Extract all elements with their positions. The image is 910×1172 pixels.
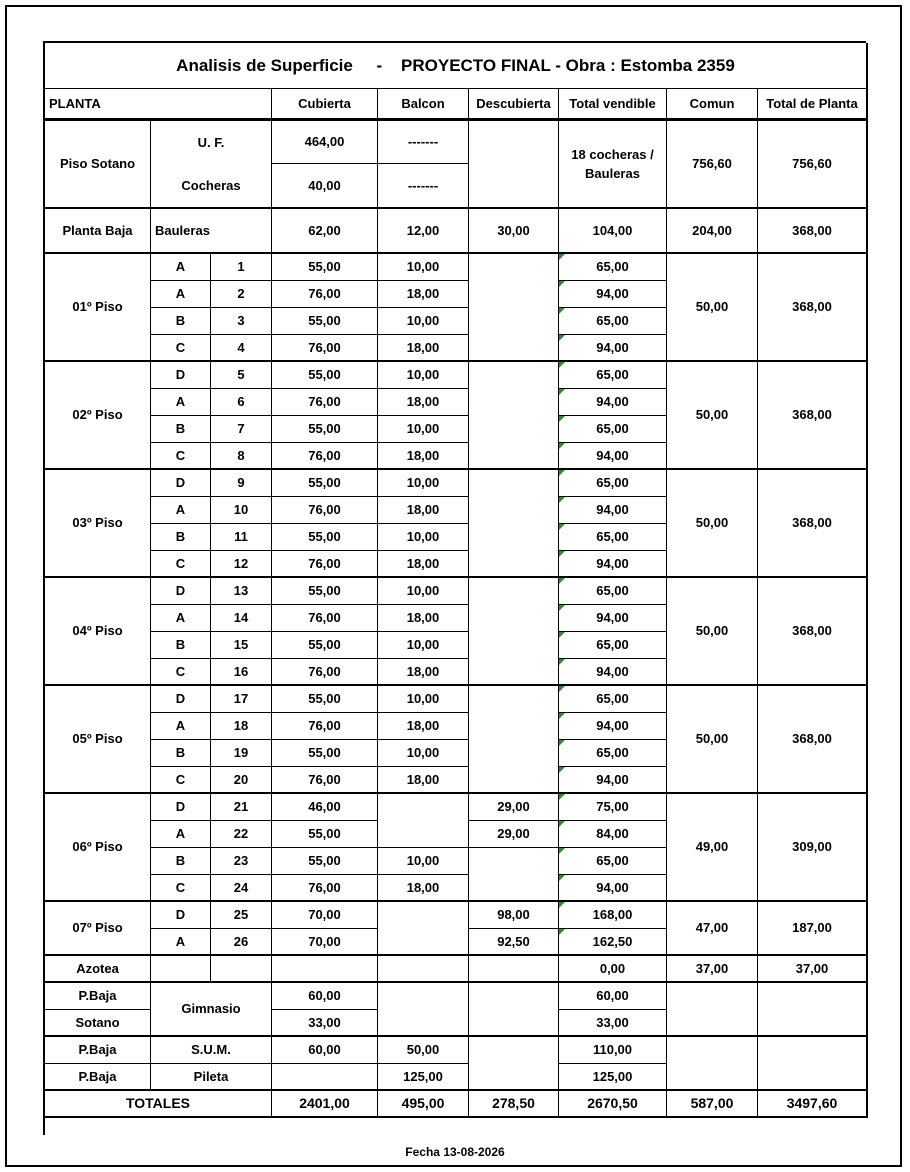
depto-letter: B <box>151 848 211 875</box>
amenity-cubierta <box>272 1064 378 1091</box>
planta-baja-total-vendible: 104,00 <box>559 209 667 254</box>
unidad-funcional: 10 <box>211 497 272 524</box>
balcon-value: 10,00 <box>378 632 469 659</box>
unidad-funcional: 21 <box>211 794 272 821</box>
descubierta-value <box>469 443 559 470</box>
descubierta-value <box>469 578 559 605</box>
header-planta: PLANTA <box>45 89 272 119</box>
amenity-balcon: 125,00 <box>378 1064 469 1091</box>
balcon-value: 10,00 <box>378 254 469 281</box>
depto-letter: B <box>151 416 211 443</box>
amenity-gimnasio-label: Gimnasio <box>151 983 272 1037</box>
unidad-funcional: 6 <box>211 389 272 416</box>
total-vendible-value: 94,00 <box>559 497 667 524</box>
totales-descubierta: 278,50 <box>469 1091 559 1118</box>
balcon-value: 18,00 <box>378 767 469 794</box>
sotano-total-vendible: 18 cocheras / Bauleras <box>559 119 667 209</box>
amenity-descubierta <box>469 983 559 1037</box>
cubierta-value: 76,00 <box>272 443 378 470</box>
depto-letter: C <box>151 767 211 794</box>
amenity-descubierta <box>469 1037 559 1091</box>
unidad-funcional: 2 <box>211 281 272 308</box>
depto-letter: B <box>151 308 211 335</box>
descubierta-value <box>469 632 559 659</box>
descubierta-value <box>469 551 559 578</box>
balcon-value <box>378 821 469 848</box>
amenity-balcon: 50,00 <box>378 1037 469 1064</box>
total-vendible-value: 94,00 <box>559 443 667 470</box>
sotano-uf-balcon: ------- <box>378 119 469 164</box>
amenity-planta: P.Baja <box>45 1064 151 1091</box>
cubierta-value: 76,00 <box>272 551 378 578</box>
balcon-value: 10,00 <box>378 416 469 443</box>
total-vendible-value: 162,50 <box>559 929 667 956</box>
descubierta-value: 98,00 <box>469 902 559 929</box>
descubierta-value <box>469 281 559 308</box>
depto-letter: A <box>151 254 211 281</box>
amenity-balcon <box>378 983 469 1037</box>
depto-letter: A <box>151 605 211 632</box>
balcon-value <box>378 794 469 821</box>
cubierta-value: 76,00 <box>272 335 378 362</box>
cubierta-value: 76,00 <box>272 389 378 416</box>
descubierta-value <box>469 470 559 497</box>
descubierta-value <box>469 308 559 335</box>
balcon-value: 10,00 <box>378 740 469 767</box>
cubierta-value: 76,00 <box>272 875 378 902</box>
table-title: Analisis de Superficie - PROYECTO FINAL - Obra : Estomba 2359 <box>45 43 868 89</box>
depto-letter: B <box>151 740 211 767</box>
cubierta-value: 55,00 <box>272 416 378 443</box>
descubierta-value <box>469 659 559 686</box>
balcon-value: 18,00 <box>378 713 469 740</box>
amenity-total-planta <box>758 983 868 1037</box>
balcon-value: 18,00 <box>378 605 469 632</box>
azotea-balcon <box>378 956 469 983</box>
cubierta-value: 55,00 <box>272 632 378 659</box>
depto-letter: D <box>151 578 211 605</box>
planta-baja-balcon: 12,00 <box>378 209 469 254</box>
unidad-funcional: 17 <box>211 686 272 713</box>
amenity-planta: Sotano <box>45 1010 151 1037</box>
totales-total-planta: 3497,60 <box>758 1091 868 1118</box>
cubierta-value: 55,00 <box>272 821 378 848</box>
depto-letter: A <box>151 713 211 740</box>
balcon-value: 18,00 <box>378 443 469 470</box>
amenity-name: Pileta <box>151 1064 272 1091</box>
depto-letter: B <box>151 524 211 551</box>
sotano-descubierta <box>469 119 559 209</box>
planta-baja-total-planta: 368,00 <box>758 209 868 254</box>
surface-table <box>43 41 866 1135</box>
unidad-funcional: 15 <box>211 632 272 659</box>
totales-cubierta: 2401,00 <box>272 1091 378 1118</box>
depto-letter: A <box>151 389 211 416</box>
azotea-cubierta <box>272 956 378 983</box>
unidad-funcional: 14 <box>211 605 272 632</box>
cubierta-value: 55,00 <box>272 362 378 389</box>
azotea-uf <box>211 956 272 983</box>
piso-comun: 50,00 <box>667 254 758 362</box>
piso-comun: 50,00 <box>667 470 758 578</box>
header-descubierta: Descubierta <box>469 89 559 119</box>
descubierta-value <box>469 254 559 281</box>
descubierta-value <box>469 767 559 794</box>
piso-label: 02º Piso <box>45 362 151 470</box>
unidad-funcional: 7 <box>211 416 272 443</box>
piso-sotano-label: Piso Sotano <box>45 119 151 209</box>
piso-label: 01º Piso <box>45 254 151 362</box>
cubierta-value: 70,00 <box>272 929 378 956</box>
total-vendible-value: 94,00 <box>559 281 667 308</box>
cubierta-value: 46,00 <box>272 794 378 821</box>
total-vendible-value: 94,00 <box>559 713 667 740</box>
planta-baja-comun: 204,00 <box>667 209 758 254</box>
cubierta-value: 55,00 <box>272 848 378 875</box>
sotano-uf-label: U. F. <box>151 119 272 164</box>
unidad-funcional: 20 <box>211 767 272 794</box>
azotea-descubierta <box>469 956 559 983</box>
piso-total-planta: 309,00 <box>758 794 868 902</box>
total-vendible-value: 94,00 <box>559 605 667 632</box>
piso-comun: 50,00 <box>667 362 758 470</box>
descubierta-value <box>469 686 559 713</box>
unidad-funcional: 16 <box>211 659 272 686</box>
balcon-value: 10,00 <box>378 686 469 713</box>
piso-comun: 49,00 <box>667 794 758 902</box>
total-vendible-value: 65,00 <box>559 524 667 551</box>
balcon-value: 18,00 <box>378 551 469 578</box>
amenity-comun <box>667 983 758 1037</box>
total-vendible-value: 168,00 <box>559 902 667 929</box>
depto-letter: D <box>151 470 211 497</box>
total-vendible-value: 75,00 <box>559 794 667 821</box>
amenity-cubierta: 60,00 <box>272 983 378 1010</box>
piso-label: 07º Piso <box>45 902 151 956</box>
balcon-value: 10,00 <box>378 578 469 605</box>
descubierta-value <box>469 713 559 740</box>
piso-label: 04º Piso <box>45 578 151 686</box>
depto-letter: D <box>151 902 211 929</box>
sotano-uf-cubierta: 464,00 <box>272 119 378 164</box>
balcon-value: 18,00 <box>378 875 469 902</box>
unidad-funcional: 11 <box>211 524 272 551</box>
piso-total-planta: 187,00 <box>758 902 868 956</box>
total-vendible-value: 65,00 <box>559 416 667 443</box>
amenity-cubierta: 33,00 <box>272 1010 378 1037</box>
descubierta-value <box>469 848 559 875</box>
cubierta-value: 55,00 <box>272 254 378 281</box>
piso-total-planta: 368,00 <box>758 578 868 686</box>
total-vendible-value: 94,00 <box>559 659 667 686</box>
unidad-funcional: 24 <box>211 875 272 902</box>
sotano-cocheras-balcon: ------- <box>378 164 469 209</box>
planta-baja-label: Planta Baja <box>45 209 151 254</box>
descubierta-value <box>469 335 559 362</box>
unidad-funcional: 22 <box>211 821 272 848</box>
balcon-value: 18,00 <box>378 497 469 524</box>
cubierta-value: 76,00 <box>272 281 378 308</box>
cubierta-value: 76,00 <box>272 767 378 794</box>
total-vendible-value: 65,00 <box>559 740 667 767</box>
total-vendible-value: 65,00 <box>559 578 667 605</box>
total-vendible-value: 94,00 <box>559 875 667 902</box>
depto-letter: C <box>151 659 211 686</box>
cubierta-value: 55,00 <box>272 308 378 335</box>
unidad-funcional: 12 <box>211 551 272 578</box>
unidad-funcional: 26 <box>211 929 272 956</box>
total-vendible-value: 65,00 <box>559 308 667 335</box>
balcon-value: 10,00 <box>378 848 469 875</box>
sotano-total-planta: 756,60 <box>758 119 868 209</box>
unidad-funcional: 19 <box>211 740 272 767</box>
cubierta-value: 55,00 <box>272 686 378 713</box>
descubierta-value <box>469 740 559 767</box>
cubierta-value: 55,00 <box>272 578 378 605</box>
header-total-vendible: Total vendible <box>559 89 667 119</box>
header-total-planta: Total de Planta <box>758 89 868 119</box>
unidad-funcional: 13 <box>211 578 272 605</box>
cubierta-value: 76,00 <box>272 605 378 632</box>
unidad-funcional: 1 <box>211 254 272 281</box>
unidad-funcional: 25 <box>211 902 272 929</box>
amenity-total: 33,00 <box>559 1010 667 1037</box>
sotano-cocheras-label: Cocheras <box>151 164 272 209</box>
depto-letter: C <box>151 335 211 362</box>
descubierta-value <box>469 524 559 551</box>
totales-total-vendible: 2670,50 <box>559 1091 667 1118</box>
depto-letter: A <box>151 497 211 524</box>
amenity-total: 60,00 <box>559 983 667 1010</box>
piso-label: 06º Piso <box>45 794 151 902</box>
cubierta-value: 70,00 <box>272 902 378 929</box>
total-vendible-value: 94,00 <box>559 551 667 578</box>
azotea-total-planta: 37,00 <box>758 956 868 983</box>
descubierta-value: 29,00 <box>469 794 559 821</box>
descubierta-value: 92,50 <box>469 929 559 956</box>
planta-baja-sub: Bauleras <box>151 209 272 254</box>
cubierta-value: 76,00 <box>272 659 378 686</box>
total-vendible-value: 65,00 <box>559 362 667 389</box>
header-comun: Comun <box>667 89 758 119</box>
total-vendible-value: 94,00 <box>559 389 667 416</box>
footer-date: Fecha 13-08-2026 <box>405 1145 505 1159</box>
cubierta-value: 55,00 <box>272 524 378 551</box>
balcon-value: 10,00 <box>378 470 469 497</box>
piso-comun: 50,00 <box>667 686 758 794</box>
cubierta-value: 76,00 <box>272 713 378 740</box>
balcon-value: 18,00 <box>378 335 469 362</box>
sotano-cocheras-cubierta: 40,00 <box>272 164 378 209</box>
depto-letter: A <box>151 929 211 956</box>
piso-total-planta: 368,00 <box>758 254 868 362</box>
descubierta-value <box>469 362 559 389</box>
azotea-label: Azotea <box>45 956 151 983</box>
depto-letter: C <box>151 551 211 578</box>
balcon-value: 10,00 <box>378 362 469 389</box>
piso-total-planta: 368,00 <box>758 686 868 794</box>
total-vendible-value: 65,00 <box>559 686 667 713</box>
unidad-funcional: 8 <box>211 443 272 470</box>
totales-label: TOTALES <box>45 1091 272 1118</box>
balcon-value: 10,00 <box>378 524 469 551</box>
cubierta-value: 55,00 <box>272 740 378 767</box>
azotea-dep <box>151 956 211 983</box>
piso-total-planta: 368,00 <box>758 470 868 578</box>
descubierta-value <box>469 416 559 443</box>
descubierta-value: 29,00 <box>469 821 559 848</box>
unidad-funcional: 9 <box>211 470 272 497</box>
azotea-total-vendible: 0,00 <box>559 956 667 983</box>
depto-letter: B <box>151 632 211 659</box>
total-vendible-value: 65,00 <box>559 470 667 497</box>
header-cubierta: Cubierta <box>272 89 378 119</box>
unidad-funcional: 4 <box>211 335 272 362</box>
amenity-total: 110,00 <box>559 1037 667 1064</box>
piso-comun: 50,00 <box>667 578 758 686</box>
depto-letter: A <box>151 281 211 308</box>
balcon-value: 10,00 <box>378 308 469 335</box>
total-vendible-value: 65,00 <box>559 632 667 659</box>
sotano-comun: 756,60 <box>667 119 758 209</box>
planta-baja-descubierta: 30,00 <box>469 209 559 254</box>
depto-letter: C <box>151 875 211 902</box>
unidad-funcional: 18 <box>211 713 272 740</box>
depto-letter: C <box>151 443 211 470</box>
total-vendible-value: 94,00 <box>559 767 667 794</box>
totales-balcon: 495,00 <box>378 1091 469 1118</box>
piso-label: 05º Piso <box>45 686 151 794</box>
balcon-value <box>378 902 469 929</box>
unidad-funcional: 3 <box>211 308 272 335</box>
descubierta-value <box>469 605 559 632</box>
total-vendible-value: 65,00 <box>559 254 667 281</box>
balcon-value: 18,00 <box>378 281 469 308</box>
balcon-value <box>378 929 469 956</box>
amenity-total-planta <box>758 1037 868 1091</box>
depto-letter: D <box>151 686 211 713</box>
amenity-planta: P.Baja <box>45 983 151 1010</box>
amenity-comun <box>667 1037 758 1091</box>
total-vendible-value: 65,00 <box>559 848 667 875</box>
total-vendible-value: 84,00 <box>559 821 667 848</box>
balcon-value: 18,00 <box>378 659 469 686</box>
depto-letter: D <box>151 794 211 821</box>
depto-letter: A <box>151 821 211 848</box>
depto-letter: D <box>151 362 211 389</box>
amenity-planta: P.Baja <box>45 1037 151 1064</box>
unidad-funcional: 5 <box>211 362 272 389</box>
amenity-total: 125,00 <box>559 1064 667 1091</box>
amenity-cubierta: 60,00 <box>272 1037 378 1064</box>
piso-label: 03º Piso <box>45 470 151 578</box>
totales-comun: 587,00 <box>667 1091 758 1118</box>
piso-total-planta: 368,00 <box>758 362 868 470</box>
unidad-funcional: 23 <box>211 848 272 875</box>
descubierta-value <box>469 497 559 524</box>
amenity-name: S.U.M. <box>151 1037 272 1064</box>
cubierta-value: 76,00 <box>272 497 378 524</box>
planta-baja-cubierta: 62,00 <box>272 209 378 254</box>
cubierta-value: 55,00 <box>272 470 378 497</box>
total-vendible-value: 94,00 <box>559 335 667 362</box>
header-balcon: Balcon <box>378 89 469 119</box>
descubierta-value <box>469 875 559 902</box>
azotea-comun: 37,00 <box>667 956 758 983</box>
balcon-value: 18,00 <box>378 389 469 416</box>
piso-comun: 47,00 <box>667 902 758 956</box>
descubierta-value <box>469 389 559 416</box>
